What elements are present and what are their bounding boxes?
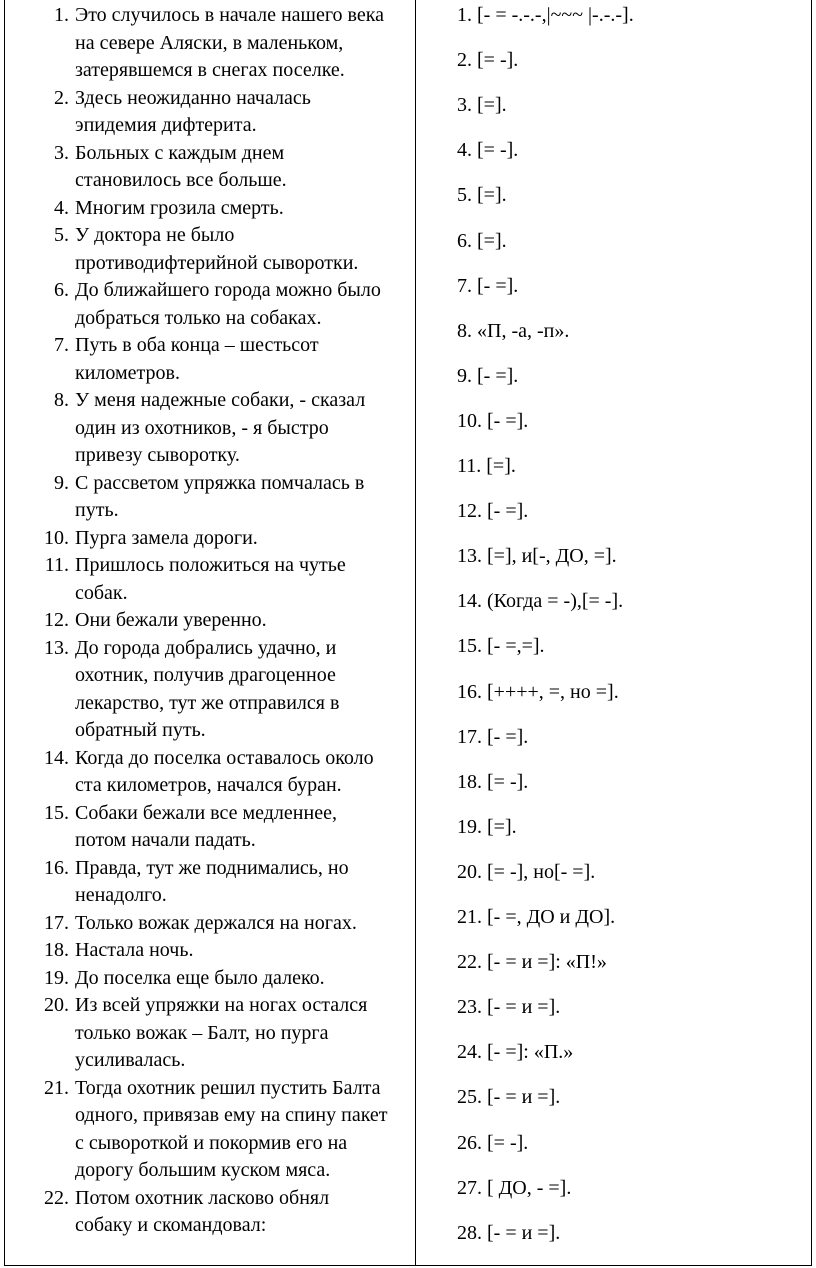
sentence-line: До поселка еще было далеко. xyxy=(75,966,325,989)
sentence-line: эпидемия дифтерита. xyxy=(75,114,257,136)
sentence-line: С рассветом упряжка помчалась в xyxy=(75,471,365,494)
sentence-item xyxy=(5,387,415,470)
sentence-line: на севере Аляски, в маленьком, xyxy=(75,31,344,54)
sentence-line: Только вожак держался на ногах. xyxy=(75,911,357,934)
sentence-item xyxy=(5,965,415,993)
scheme-item: 18. [= -]. xyxy=(457,770,529,793)
sentence-item xyxy=(5,855,415,910)
scheme-item: 19. [=]. xyxy=(457,815,517,838)
scheme-item: 16. [++++, =, но =]. xyxy=(457,680,619,703)
sentence-item xyxy=(5,635,415,745)
sentence-item xyxy=(5,222,415,277)
sentence-number: 1. xyxy=(54,4,69,26)
sentence-number: 17. xyxy=(44,911,69,934)
scheme-item: 15. [- =,=]. xyxy=(457,635,545,658)
sentence-line: Когда до поселка оставалось около xyxy=(75,746,374,769)
sentence-line: Потом охотник ласково обнял xyxy=(75,1186,330,1209)
scheme-item: 22. [- = и =]: «П!» xyxy=(457,951,607,974)
sentence-line: с сывороткой и покормив его на xyxy=(75,1131,348,1154)
sentence-number: 20. xyxy=(44,994,69,1016)
sentence-line: Пришлось положиться на чутье xyxy=(75,554,346,576)
scheme-item: 9. [- =]. xyxy=(457,364,519,387)
sentence-item xyxy=(5,992,415,1075)
sentence-item xyxy=(5,525,415,553)
sentence-line: У доктора не было xyxy=(75,224,235,246)
sentence-line: собаку и скомандовал: xyxy=(75,1214,267,1236)
sentence-line: Правда, тут же поднимались, но xyxy=(75,856,349,879)
sentence-line: противодифтерийной сыворотки. xyxy=(75,251,359,274)
scheme-item: 24. [- =]: «П.» xyxy=(457,1041,574,1064)
sentence-line: собак. xyxy=(75,581,128,604)
sentence-item xyxy=(5,2,415,85)
sentence-line: дорогу большим куском мяса. xyxy=(75,1159,331,1181)
sentence-number: 15. xyxy=(44,801,69,824)
sentence-number: 8. xyxy=(54,389,69,411)
sentence-item xyxy=(5,607,415,635)
sentence-item xyxy=(5,1075,415,1185)
sentence-line: привезу сыворотку. xyxy=(75,444,240,466)
sentence-line: охотник, получив драгоценное xyxy=(75,664,336,686)
sentence-item xyxy=(5,332,415,387)
sentence-item xyxy=(5,937,415,965)
sentence-item xyxy=(5,140,415,195)
scheme-item: 12. [- =]. xyxy=(457,500,529,523)
sentence-number: 16. xyxy=(44,856,69,879)
scheme-item: 13. [=], и[-, ДО, =]. xyxy=(457,545,617,568)
sentence-line: У меня надежные собаки, - сказал xyxy=(75,389,366,411)
scheme-item: 25. [- = и =]. xyxy=(457,1086,561,1109)
sentence-line: становилось все больше. xyxy=(75,169,287,191)
sentence-line: лекарство, тут же отправился в xyxy=(75,691,340,714)
sentence-item xyxy=(5,85,415,140)
scheme-item: 27. [ ДО, - =]. xyxy=(457,1176,572,1199)
sentence-line: Многим грозила смерть. xyxy=(75,196,284,219)
scheme-item: 14. (Когда = -),[= -]. xyxy=(457,590,624,613)
scheme-item: 23. [- = и =]. xyxy=(457,996,561,1019)
sentence-item xyxy=(5,277,415,332)
sentence-line: Это случилось в начале нашего века xyxy=(75,4,385,26)
scheme-item: 1. [- = -.-.-,|~~~ |-.-.-]. xyxy=(457,4,634,26)
sentence-item xyxy=(5,195,415,223)
sentence-table xyxy=(4,0,812,1266)
column-divider xyxy=(415,0,416,1266)
sentence-item xyxy=(5,1185,415,1240)
sentence-line: потом начали падать. xyxy=(75,829,256,851)
sentence-number: 7. xyxy=(54,334,69,356)
sentence-item xyxy=(5,745,415,800)
sentence-item xyxy=(5,470,415,525)
scheme-item: 7. [- =]. xyxy=(457,274,519,297)
scheme-item: 20. [= -], но[- =]. xyxy=(457,860,596,883)
sentence-line: До ближайшего города можно было xyxy=(75,279,381,301)
sentence-item xyxy=(5,552,415,607)
sentence-number: 9. xyxy=(54,471,69,494)
sentence-line: Они бежали уверенно. xyxy=(75,609,267,631)
sentence-line: один из охотников, - я быстро xyxy=(75,416,329,439)
sentence-line: километров. xyxy=(75,361,180,384)
sentence-line: обратный путь. xyxy=(75,719,206,741)
sentence-number: 18. xyxy=(44,939,69,961)
sentence-number: 12. xyxy=(44,609,69,631)
sentence-number: 4. xyxy=(54,196,69,219)
scheme-item: 17. [- =]. xyxy=(457,725,529,748)
sentence-line: одного, привязав ему на спину пакет xyxy=(75,1104,388,1126)
scheme-item: 26. [= -]. xyxy=(457,1131,529,1154)
scheme-item: 28. [- = и =]. xyxy=(457,1221,561,1244)
scheme-item: 6. [=]. xyxy=(457,229,507,252)
scheme-item: 4. [= -]. xyxy=(457,139,519,162)
sentence-number: 2. xyxy=(54,86,69,109)
sentence-line: Путь в оба конца – шестьсот xyxy=(75,334,319,356)
sentence-line: затерявшемся в снегах поселке. xyxy=(75,59,345,81)
sentence-item xyxy=(5,800,415,855)
sentence-line: Настала ночь. xyxy=(75,939,194,961)
scheme-item: 10. [- =]. xyxy=(457,409,529,432)
sentence-line: ненадолго. xyxy=(75,884,167,906)
scheme-item: 11. [=]. xyxy=(457,455,516,477)
sentence-number: 11. xyxy=(44,554,69,576)
sentence-line: Пурга замела дороги. xyxy=(75,526,258,549)
scheme-item: 21. [- =, ДО и ДО]. xyxy=(457,906,616,928)
sentence-number: 21. xyxy=(44,1076,69,1099)
sentence-line: Здесь неожиданно началась xyxy=(75,86,311,109)
scheme-item: 2. [= -]. xyxy=(457,49,519,72)
sentence-number: 10. xyxy=(44,526,69,549)
sentence-line: Больных с каждым днем xyxy=(75,141,285,164)
sentence-number: 13. xyxy=(44,636,69,659)
sentence-line: Из всей упряжки на ногах остался xyxy=(75,994,368,1016)
scheme-item: 5. [=]. xyxy=(457,184,507,207)
sentence-line: До города добрались удачно, и xyxy=(75,636,337,659)
sentence-line: усиливалась. xyxy=(75,1049,186,1071)
sentence-number: 14. xyxy=(44,746,69,769)
sentence-number: 3. xyxy=(54,141,69,164)
sentence-item xyxy=(5,910,415,938)
sentence-number: 5. xyxy=(54,224,69,246)
sentence-line: только вожак – Балт, но пурга xyxy=(75,1021,329,1044)
sentence-number: 6. xyxy=(54,279,69,301)
sentence-number: 19. xyxy=(44,966,69,989)
scheme-item: 3. [=]. xyxy=(457,94,507,117)
sentence-number: 22. xyxy=(44,1186,69,1209)
sentence-line: ста километров, начался буран. xyxy=(75,774,342,796)
scheme-item: 8. «П, -а, -п». xyxy=(457,319,570,342)
sentence-line: добраться только на собаках. xyxy=(75,306,322,329)
sentence-line: Собаки бежали все медленнее, xyxy=(75,801,337,824)
sentence-line: Тогда охотник решил пустить Балта xyxy=(75,1076,381,1099)
sentence-line: путь. xyxy=(75,499,119,521)
